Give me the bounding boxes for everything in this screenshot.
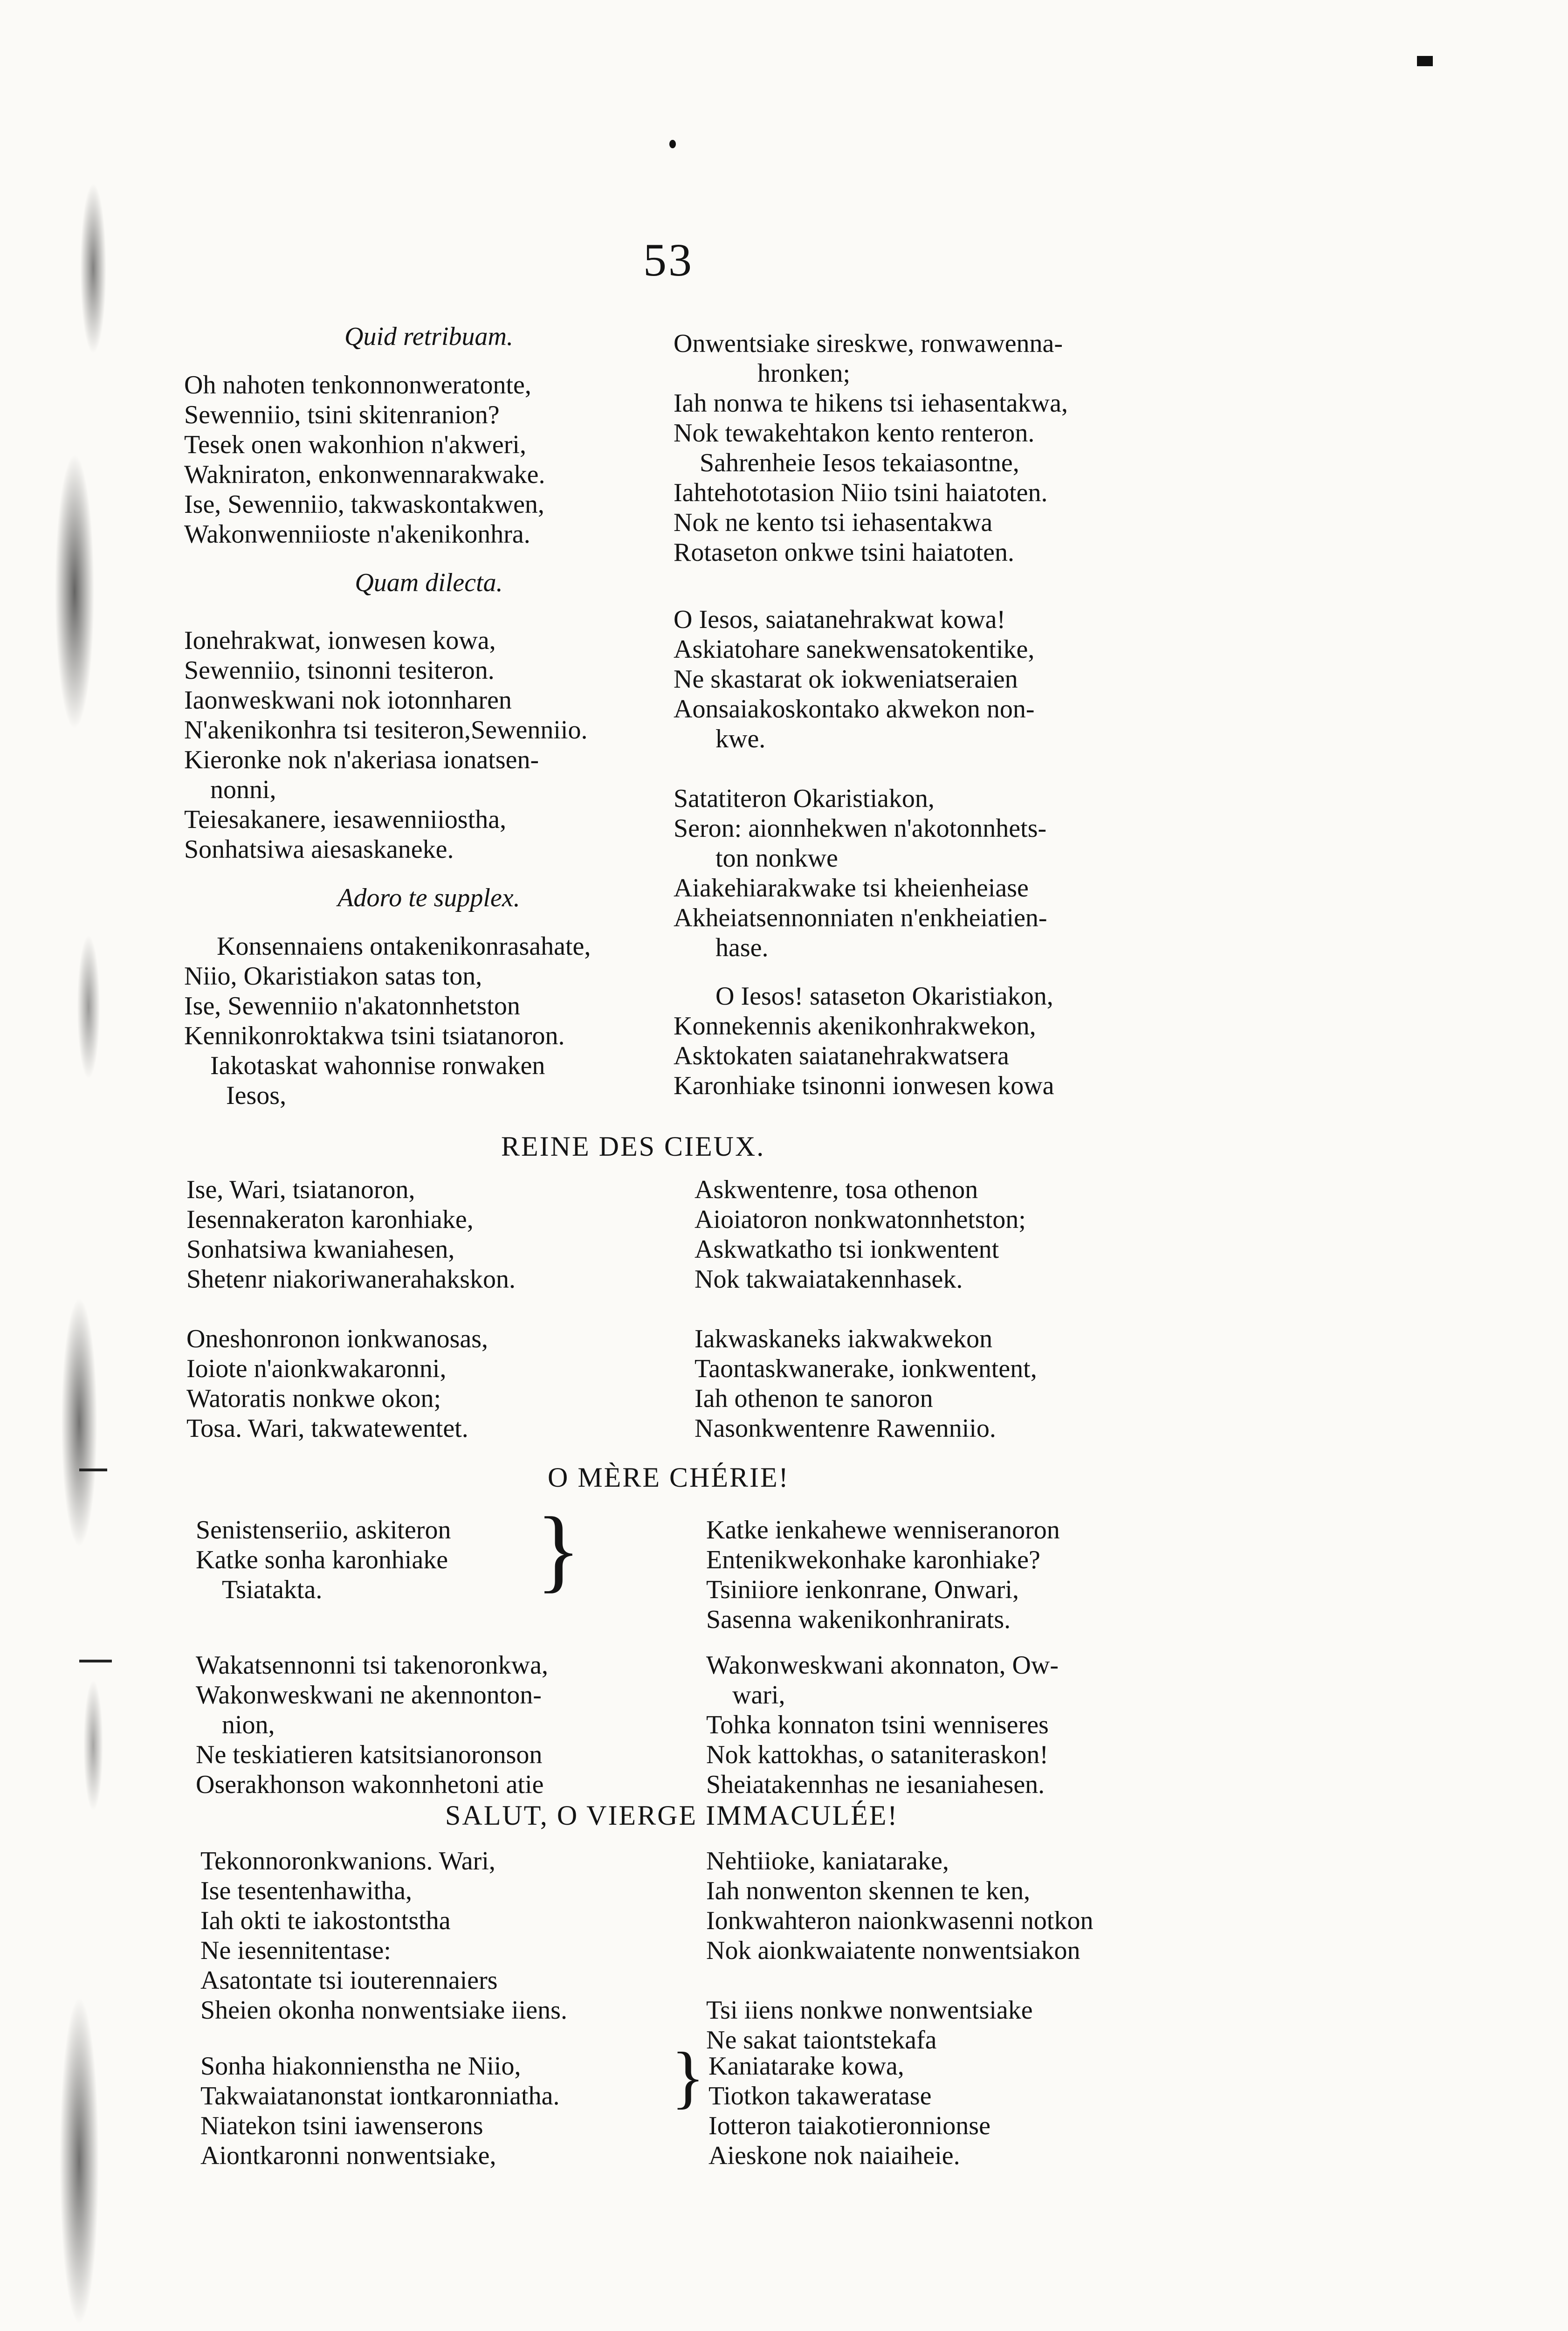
verse-line: Askwatkatho tsi ionkwentent — [695, 1235, 999, 1264]
verse-line: Aiakehiarakwake tsi kheienheiase — [674, 874, 1029, 903]
verse-line: Iotteron taiakotieronnionse — [708, 2111, 990, 2140]
verse-line: nonni, — [210, 775, 276, 804]
verse-line: Iahtehototasion Niio tsini haiatoten. — [674, 478, 1048, 507]
verse-line: Tsiatakta. — [222, 1575, 323, 1604]
verse-line: Tiotkon takaweratase — [708, 2082, 932, 2110]
left-top-column — [184, 322, 674, 1110]
verse-line: Sonhatsiwa kwaniahesen, — [186, 1235, 455, 1264]
section-title-salut-o-vierge: SALUT, O VIERGE IMMACULÉE! — [445, 1800, 899, 1831]
verse-line: Nok kattokhas, o sataniteraskon! — [706, 1740, 1049, 1769]
mere-left-column-2 — [196, 1650, 685, 1800]
verse-line: Ise, Sewenniio n'akatonnhetston — [184, 992, 520, 1021]
curly-brace: } — [671, 2038, 705, 2116]
verse-line: Ise tesentenhawitha, — [200, 1876, 413, 1905]
verse-line: hronken; — [757, 359, 851, 388]
heading-quid-retribuam: Quid retribuam. — [344, 322, 513, 351]
verse-line: Nasonkwentenre Rawenniio. — [695, 1414, 996, 1443]
verse-line: Tsiniiore ienkonrane, Onwari, — [706, 1575, 1019, 1604]
verse-line: Satatiteron Okaristiakon, — [674, 784, 935, 813]
verse-line: O Iesos, saiatanehrakwat kowa! — [674, 605, 1006, 634]
verse-line: wari, — [732, 1681, 785, 1710]
verse-line: Ioiote n'aionkwakaronni, — [186, 1354, 447, 1383]
verse-line: Iah okti te iakostontstha — [200, 1906, 451, 1935]
verse-line: Takwaiatanonstat iontkaronniatha. — [200, 2082, 560, 2110]
verse-line: Tosa. Wari, takwatewentet. — [186, 1414, 468, 1443]
verse-line: Katke sonha karonhiake — [196, 1545, 448, 1574]
verse-line: Oneshonronon ionkwanosas, — [186, 1324, 488, 1353]
verse-line: Ne skastarat ok iokweniatseraien — [674, 665, 1018, 694]
salut-left-column-2 — [200, 2051, 690, 2171]
verse-line: Kaniatarake kowa, — [708, 2052, 904, 2081]
verse-line: Oserakhonson wakonnhetoni atie — [196, 1770, 544, 1799]
verse-line: Iah nonwa te hikens tsi iehasentakwa, — [674, 389, 1068, 418]
verse-line: Aioiatoron nonkwatonnhetston; — [695, 1205, 1026, 1234]
section-title-o-mere-cherie: O MÈRE CHÉRIE! — [548, 1462, 790, 1493]
verse-line: Tekonnoronkwanions. Wari, — [200, 1847, 495, 1876]
corner-mark — [1417, 56, 1433, 66]
reine-right-column — [695, 1175, 1231, 1443]
verse-line: O Iesos! sataseton Okaristiakon, — [715, 982, 1053, 1011]
section-title-reine-des-cieux: REINE DES CIEUX. — [501, 1131, 765, 1162]
verse-line: Tsi iiens nonkwe nonwentsiake — [706, 1996, 1033, 2025]
verse-line: Iah nonwenton skennen te ken, — [706, 1876, 1031, 1905]
verse-line: Nok takwaiatakennhasek. — [695, 1265, 963, 1294]
verse-line: Sewenniio, tsini skitenranion? — [184, 400, 500, 429]
salut-left-column-1 — [200, 1846, 690, 2025]
verse-line: Taontaskwanerake, ionkwentent, — [695, 1354, 1037, 1383]
verse-line: kwe. — [715, 724, 766, 753]
verse-line: Ionehrakwat, ionwesen kowa, — [184, 626, 496, 655]
mere-left-column-1 — [196, 1515, 578, 1605]
salut-right-column-2 — [708, 2051, 1245, 2171]
verse-line: Asktokaten saiatanehrakwatsera — [674, 1041, 1009, 1070]
edge-mark — [79, 1660, 112, 1662]
verse-line: Wakonweskwani ne akennonton- — [196, 1681, 542, 1710]
verse-line: Ne sakat taiontstekafa — [706, 2026, 937, 2055]
scanned-binding-edge — [37, 84, 131, 2331]
verse-line: Kennikonroktakwa tsini tsiatanoron. — [184, 1021, 565, 1050]
verse-line: Ne iesennitentase: — [200, 1936, 391, 1965]
curly-brace: } — [536, 1498, 581, 1601]
verse-line: Niatekon tsini iawenserons — [200, 2111, 483, 2140]
verse-line: Nok ne kento tsi iehasentakwa — [674, 508, 993, 537]
verse-line: Aiontkaronni nonwentsiake, — [200, 2141, 496, 2170]
reine-left-column — [186, 1175, 676, 1443]
verse-line: Oh nahoten tenkonnonweratonte, — [184, 371, 531, 400]
verse-line: Sahrenheie Iesos tekaiasontne, — [700, 448, 1019, 477]
verse-line: Katke ienkahewe wenniseranoron — [706, 1516, 1060, 1545]
salut-right-column-1 — [706, 1846, 1242, 2055]
edge-mark — [79, 1469, 107, 1471]
verse-line: Askwentenre, tosa othenon — [695, 1175, 978, 1204]
verse-line: Akheiatsennonniaten n'enkheiatien- — [674, 903, 1047, 932]
verse-line: Sewenniio, tsinonni tesiteron. — [184, 656, 495, 685]
verse-line: Entenikwekonhake karonhiake? — [706, 1545, 1040, 1574]
verse-line: Sheiatakennhas ne iesaniahesen. — [706, 1770, 1045, 1799]
verse-line: Karonhiake tsinonni ionwesen kowa — [674, 1071, 1054, 1100]
verse-line: Wakatsennonni tsi takenoronkwa, — [196, 1651, 548, 1680]
verse-line: Rotaseton onkwe tsini haiatoten. — [674, 538, 1014, 567]
verse-line: nion, — [222, 1710, 275, 1739]
verse-line: Ionkwahteron naionkwasenni notkon — [706, 1906, 1093, 1935]
verse-line: Iah othenon te sanoron — [695, 1384, 933, 1413]
mere-right-column-1 — [706, 1515, 1242, 1634]
verse-line: Wakniraton, enkonwennarakwake. — [184, 460, 545, 489]
verse-line: Tesek onen wakonhion n'akweri, — [184, 430, 526, 459]
verse-line: Tohka konnaton tsini wenniseres — [706, 1710, 1049, 1739]
verse-line: Askiatohare sanekwensatokentike, — [674, 635, 1035, 664]
verse-line: Konnekennis akenikonhrakwekon, — [674, 1012, 1036, 1041]
verse-line: Shetenr niakoriwanerahakskon. — [186, 1265, 516, 1294]
page-number: 53 — [643, 234, 694, 286]
verse-line: Sonha hiakonniensthа ne Niio, — [200, 2052, 521, 2081]
verse-line: Ise, Wari, tsiatanoron, — [186, 1175, 415, 1204]
right-top-column — [674, 329, 1210, 1101]
verse-line: Aonsaiakoskontako akwekon non- — [674, 695, 1035, 724]
verse-line: Wakonwenniioste n'akenikonhra. — [184, 520, 530, 549]
verse-line: Teiesakanere, iesawenniiostha, — [184, 805, 507, 834]
verse-line: Ne teskiatieren katsitsianoronson — [196, 1740, 543, 1769]
verse-line: Iesennakeraton karonhiake, — [186, 1205, 474, 1234]
mere-right-column-2 — [706, 1650, 1242, 1800]
verse-line: Aieskone nok naiaiheie. — [708, 2141, 960, 2170]
verse-line: Seron: aionnhekwen n'akotonnhets- — [674, 814, 1047, 843]
verse-line: Ise, Sewenniio, takwaskontakwen, — [184, 490, 544, 519]
verse-line: Niio, Okaristiakon satas ton, — [184, 962, 482, 991]
verse-line: Senistenseriio, askiteron — [196, 1516, 451, 1545]
verse-line: Nok aionkwaiatente nonwentsiakon — [706, 1936, 1080, 1965]
verse-line: Wakonweskwani akonnaton, Ow- — [706, 1651, 1059, 1680]
heading-quam-dilecta: Quam dilecta. — [355, 568, 503, 597]
verse-line: Iakwaskaneks iakwakwekon — [695, 1324, 993, 1353]
verse-line: ton nonkwe — [715, 844, 838, 873]
verse-line: Sheien okonha nonwentsiake iiens. — [200, 1996, 567, 2025]
verse-line: N'akenikonhra tsi tesiteron,Sewenniio. — [184, 716, 588, 745]
verse-line: Konsennaiens ontakenikonrasahate, — [217, 932, 591, 961]
verse-line — [706, 1965, 1242, 1995]
ink-dot — [669, 140, 676, 148]
verse-line: Kieronke nok n'akeriasa ionatsen- — [184, 745, 539, 774]
verse-line: Watoratis nonkwe okon; — [186, 1384, 441, 1413]
verse-line: hase. — [715, 933, 769, 962]
verse-line: Sonhatsiwa aiesaskaneke. — [184, 835, 454, 864]
verse-line: Iesos, — [226, 1081, 287, 1110]
heading-adoro-te-supplex: Adoro te supplex. — [337, 883, 520, 912]
verse-line: Asatontate tsi iouterennaiers — [200, 1966, 498, 1995]
verse-line: Nehtiioke, kaniatarake, — [706, 1847, 949, 1876]
verse-line: Iakotaskat wahonnise ronwaken — [210, 1051, 545, 1080]
verse-line: Onwentsiake sireskwe, ronwawenna- — [674, 329, 1063, 358]
verse-line: Iaonweskwani nok iotonnharen — [184, 686, 512, 715]
verse-line: Sasenna wakenikonhranirats. — [706, 1605, 1011, 1634]
verse-line: Nok tewakehtakon kento renteron. — [674, 419, 1035, 448]
